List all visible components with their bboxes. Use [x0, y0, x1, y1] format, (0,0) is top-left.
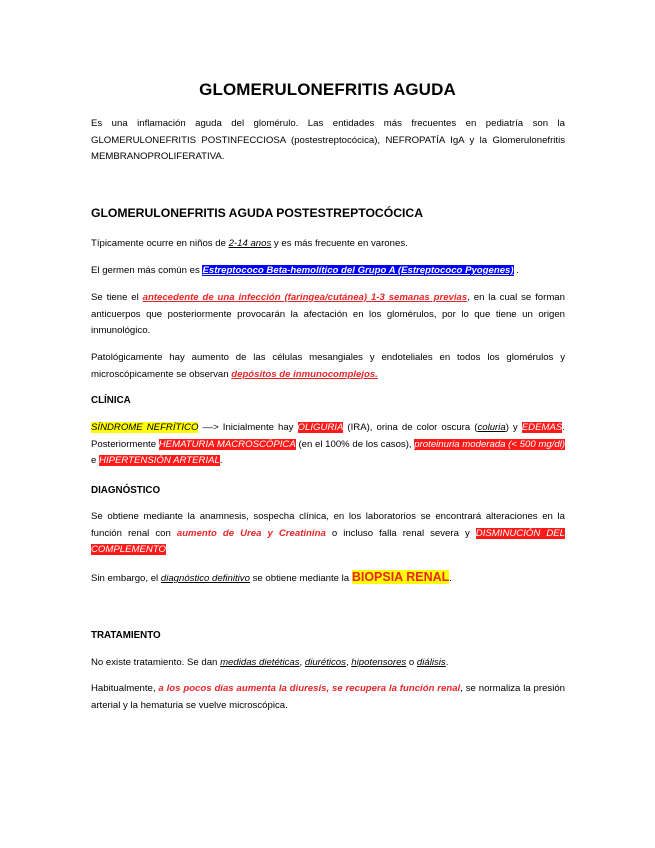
germen-text-after: . — [513, 265, 519, 276]
edemas-highlight: EDEMAS — [521, 422, 563, 433]
definitive-text-after: . — [449, 573, 452, 584]
diagnostico-paragraph — [91, 509, 565, 559]
germen-paragraph — [91, 263, 565, 280]
antecedent-text-before: Se tiene el — [91, 292, 143, 303]
coluria-term: coluria — [477, 422, 506, 433]
evolution-text-before: Habitualmente, — [91, 683, 159, 694]
definitive-paragraph — [91, 569, 565, 588]
diuretics-term: diuréticos — [304, 657, 346, 668]
tratamiento-paragraph — [91, 655, 565, 672]
urea-highlight: aumento de Urea y Creatinina — [176, 527, 326, 539]
tratamiento-sep-2: , — [345, 657, 352, 668]
diagnostico-heading: DIAGNÓSTICO — [91, 485, 161, 496]
hypertension-highlight: HIPERTENSIÓN ARTERIAL — [99, 455, 220, 466]
oliguria-highlight: OLIGURIA — [297, 422, 344, 433]
germ-highlight: Estreptococo Beta-hemolítico del Grupo A (Estreptococo Pyogenes) — [202, 265, 514, 276]
clinica-text-2: ) y — [505, 422, 522, 433]
definitive-text-before: Sin embargo, el — [91, 573, 161, 584]
biopsy-highlight: BIOPSIA RENAL — [351, 570, 450, 584]
clinica-text-5: e — [91, 455, 100, 466]
clinica-paragraph — [91, 420, 565, 470]
tratamiento-sep-1: , — [299, 657, 305, 668]
tratamiento-text-before: No existe tratamiento. Se dan — [91, 657, 221, 668]
document-title: GLOMERULONEFRITIS AGUDA — [199, 80, 456, 99]
tratamiento-sep-3: o — [406, 657, 417, 668]
clinica-text-6: . — [219, 455, 223, 466]
definitive-text-middle: se obtiene mediante la — [249, 573, 352, 584]
dialysis-term: diálisis — [416, 657, 446, 668]
definitive-term: diagnóstico definitivo — [160, 573, 250, 584]
clinica-text-1: (IRA), orina de color oscura ( — [343, 422, 478, 433]
age-paragraph — [91, 236, 565, 253]
tratamiento-heading: TRATAMIENTO — [91, 630, 161, 641]
age-text-after: y es más frecuente en varones. — [271, 238, 408, 249]
clinica-arrow-text: ––> Inicialmente hay — [198, 422, 298, 433]
diagnostico-text-before: Se obtiene mediante la anamnesis, sospecha clínica, en los laboratorios se encontrará alteraciones en la función renal con — [91, 511, 565, 539]
clinica-heading: CLÍNICA — [91, 395, 131, 406]
diet-term: medidas dietéticas — [220, 657, 300, 668]
tratamiento-end: . — [445, 657, 449, 668]
intro-paragraph: Es una inflamación aguda del glomérulo. Las entidades más frecuentes en pediatría son la GLOMERULONEFRITIS POSTINFECCIOSA (postestreptocócica), NEFROPATÍA IgA y la Glomerulonefritis MEMBRANOPROLIFERATIVA. — [91, 118, 565, 162]
evolution-highlight: a los pocos días aumenta la diuresis, se recupera la función renal — [158, 683, 461, 694]
syndrome-highlight: SÍNDROME NEFRÍTICO — [91, 422, 199, 433]
pathology-text-before: Patológicamente hay aumento de las células mesangiales y endoteliales en todos los glomérulos y microscópicamente se observan — [91, 352, 565, 380]
antecedent-highlight: antecedente de una infección (faríngea/cutánea) 1-3 semanas previas — [142, 292, 468, 303]
evolution-paragraph — [91, 681, 565, 714]
age-range: 2-14 anos — [228, 238, 272, 249]
antihypertensives-term: hipotensores — [351, 657, 407, 668]
germen-text-before: El germen más común es — [91, 265, 203, 276]
evolution-text-after: , se normaliza la presión arterial y la hematuria se vuelve microscópica. — [91, 683, 566, 711]
clinica-text-4: (en el 100% de los casos), — [295, 438, 415, 450]
proteinuria-highlight: proteinuria moderada (< 500 mg/dl) — [414, 438, 566, 450]
antecedent-text-after: , en la cual se forman anticuerpos que posteriormente provocarán la afectación en los glomérulos, por lo que tiene un origen inmunológico. — [91, 292, 565, 336]
deposits-highlight: depósitos de inmunocomplejos. — [231, 368, 378, 380]
pathology-paragraph — [91, 350, 565, 383]
hematuria-highlight: HEMATURIA MACROSCÓPICA — [158, 438, 296, 450]
clinica-text-3: . Posteriormente — [91, 422, 565, 450]
diagnostico-text-middle: o incluso falla renal severa y — [325, 527, 476, 539]
antecedent-paragraph — [91, 290, 565, 340]
section-heading: GLOMERULONEFRITIS AGUDA POSTESTREPTOCÓCICA — [91, 206, 424, 220]
complement-highlight: DISMINUCIÓN DEL COMPLEMENTO — [91, 527, 565, 555]
age-text-before: Típicamente ocurre en niños de — [91, 238, 229, 249]
